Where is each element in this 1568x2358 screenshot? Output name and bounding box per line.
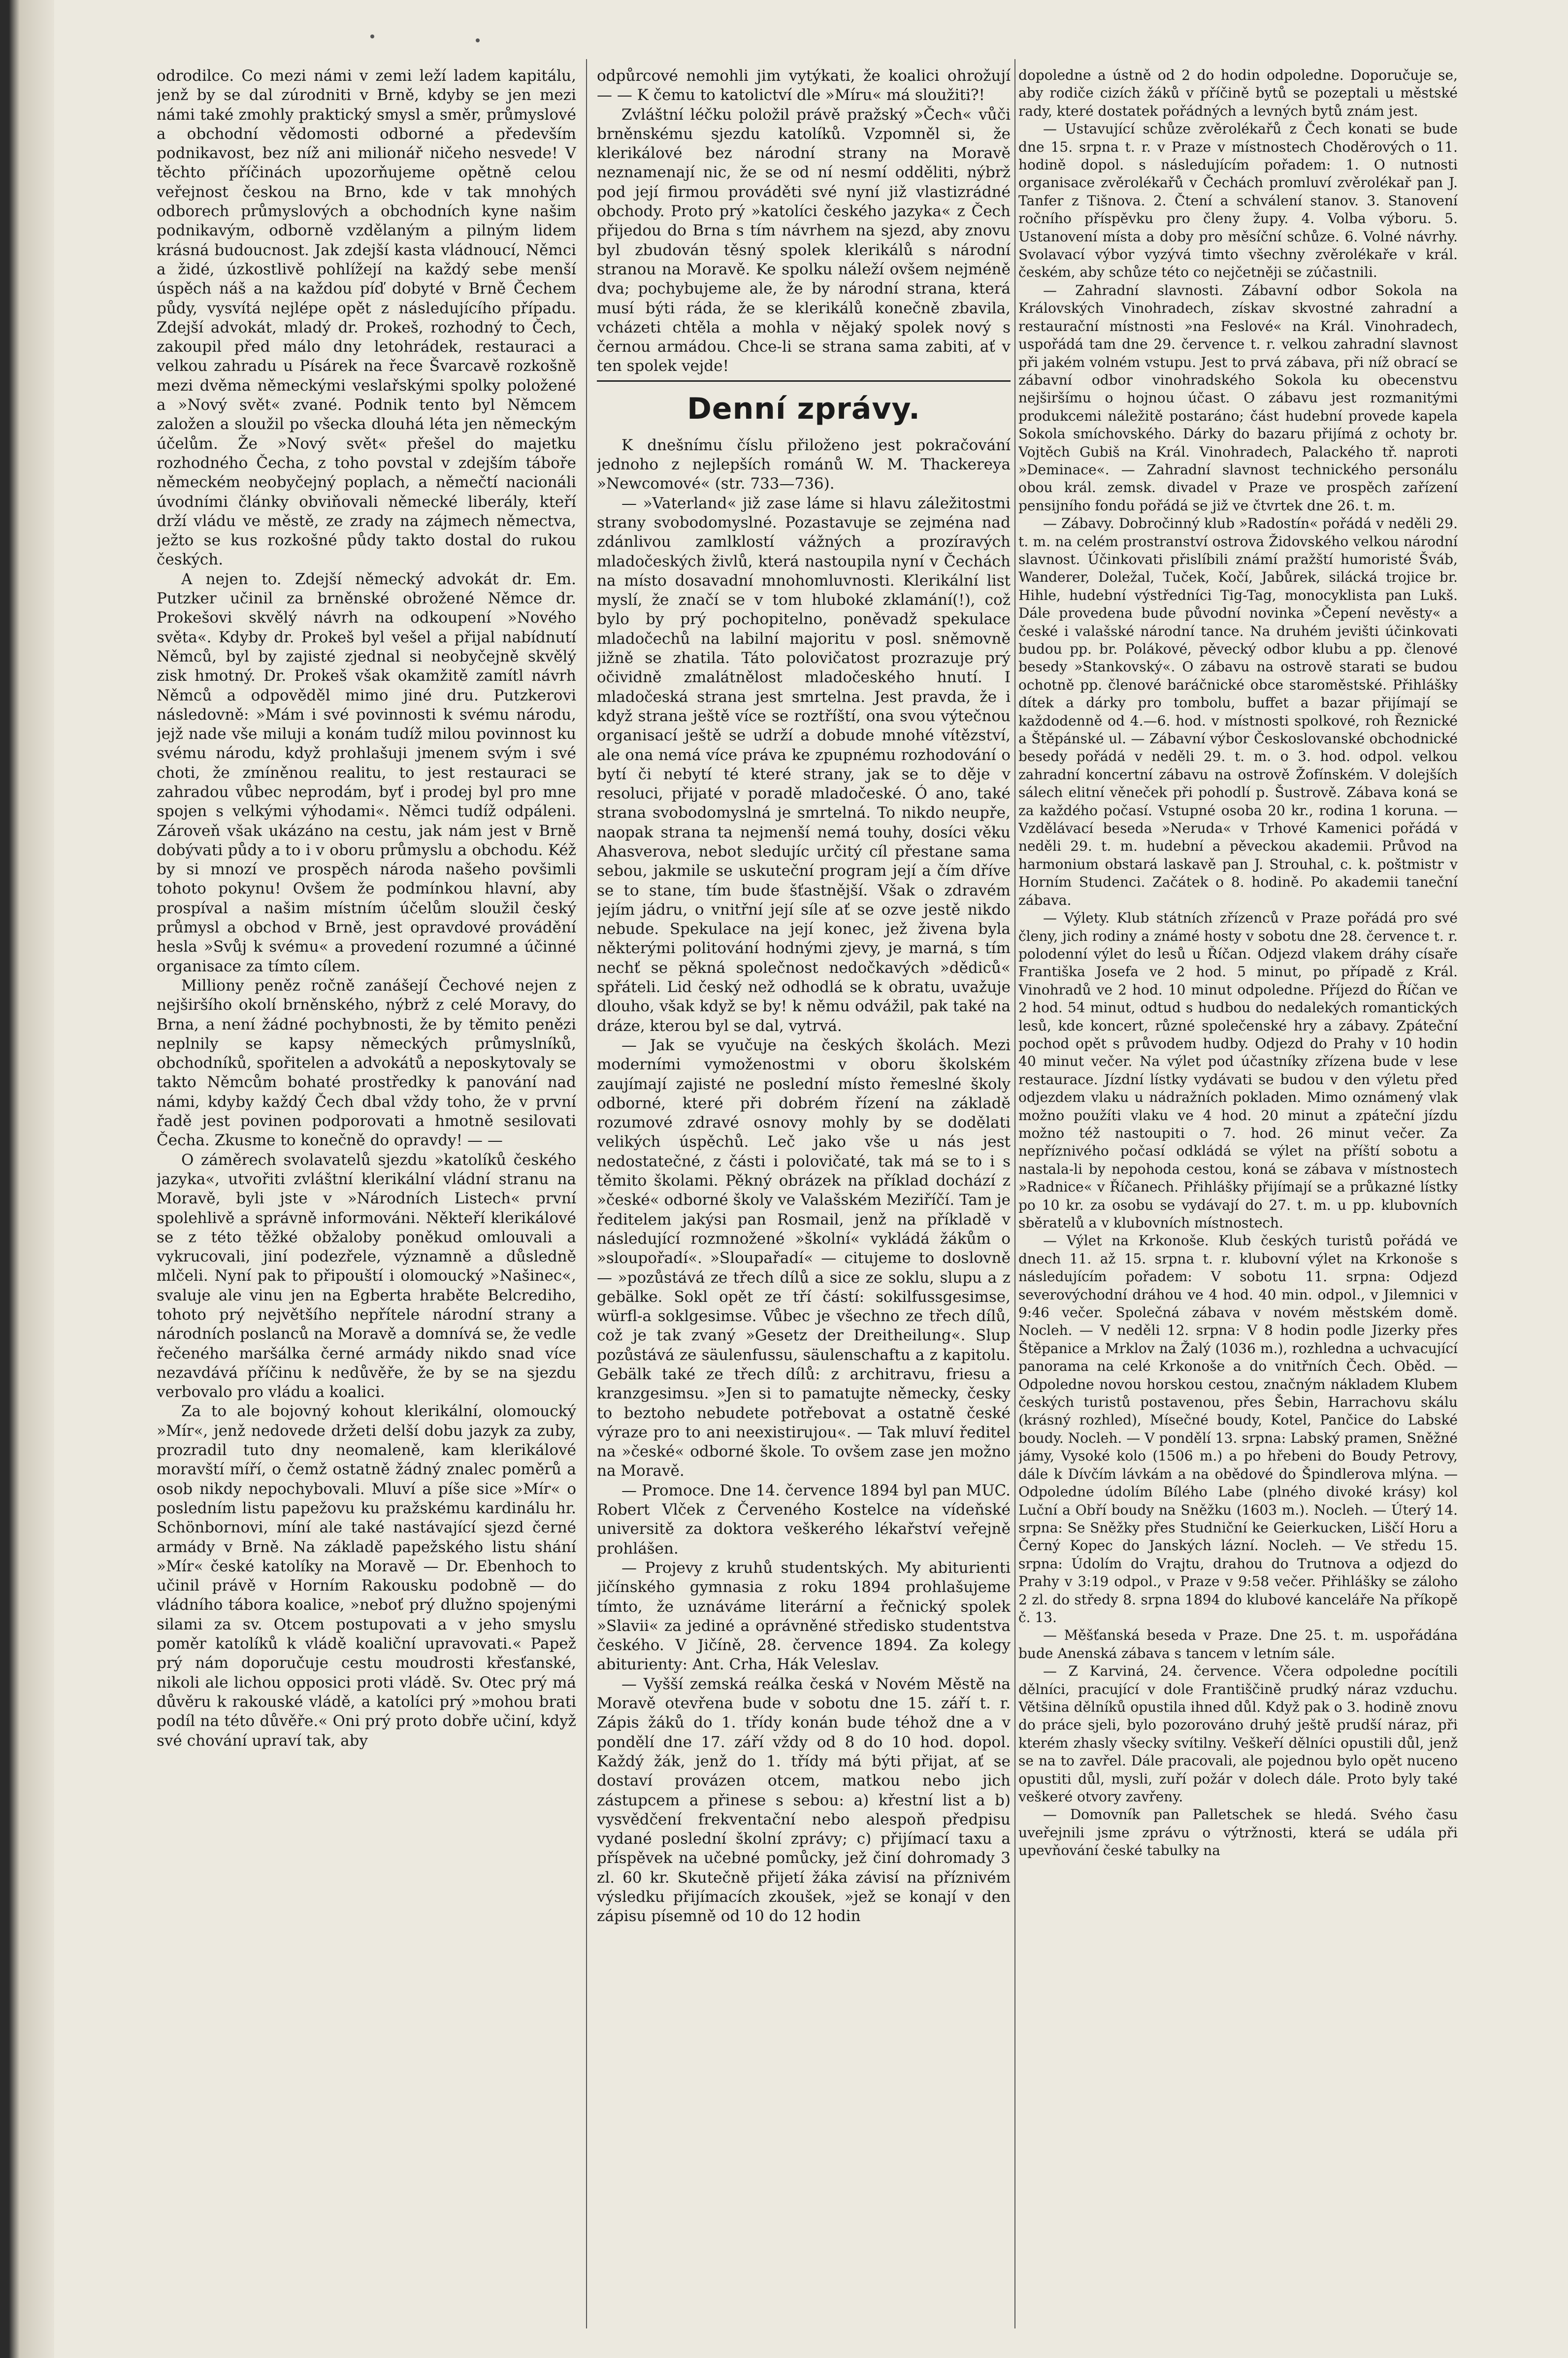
news-item: — Jak se vyučuje na českých školách. Mezi moderními vymoženostmi v oboru školském zaujímají zajisté ne poslední místo řemeslné školy odborné, které při dobrém řízení na základě rozumové zdravé osnovy mohly by se dodělati velikých úspěchů. Leč jako vše u nás jest nedostatečné, z části i polovičaté, tak má se to i s těmito školami. Pěkný obrázek na příklad dochází z »české« odborné školy ve Valašském Meziříčí. Tam je ředitelem jakýsi pan Rosmail, jenž na příkladě v následující rozmnožené »školní« vykládá žákům o »sloupořadí«. »Sloupařadí« — citujeme to doslovně — »pozůstává ze třech dílů a sice ze soklu, slupu a z gebälke. Sokl opět ze tří částí: sokilfussgesimse, würfl-a soklgesimse. Vůbec je všechno ze třech dílů, což je tak zvaný »Gesetz der Dreitheilung«. Slup pozůstává ze säulenfussu, säulenschaftu a z kapitolu. Gebälk také ze třech dílů: z architravu, friesu a kranzgesimsu. »Jen si to pamatujte německy, česky to beztoho nebudete potřebovat a ostatně české výraze pro to ani neexistirujou«. — Tak mluví ředitel na »české« odborné škole. To ovšem zase jen možno na Moravě. [597,1036,1011,1480]
news-item: — Domovník pan Palletschek se hledá. Svého času uveřejnili jsme zprávu o výtržnosti, která se udála při upevňování české tabulky na [1018,1806,1458,1859]
paragraph: Milliony peněz ročně zanášejí Čechové nejen z nejširšího okolí brněnského, nýbrž z celé Moravy, do Brna, a není žádné pochybnosti, že by těmito penězi neplnily se kapsy německých průmyslníků, obchodníků, spořitelen a advokátů a neposkytovaly se takto Němcům bohaté prostředky k panování nad námi, kdyby každý Čech dbal vždy toho, že v první řadě jest povinen podporovati a hmotně sesilovati Čecha. Zkusme to konečně do opravdy! — — [157,976,576,1150]
news-item: — Měšťanská beseda v Praze. Dne 25. t. m. uspořádána bude Anenská zábava s tancem v letním sále. [1018,1627,1458,1661]
news-item: — Zahradní slavnosti. Zábavní odbor Sokola na Královských Vinohradech, získav skvostné zahradní a restaurační místnosti »na Feslové« na Král. Vinohradech, uspořádá tam dne 29. července t. r. velkou zahradní slavnost při jakém volném vstupu. Jest to prvá zábava, při níž obrací se zábavní odbor vinohradského Sokola ku obecenstvu nejširšímu o hojnou účast. O zábavu jest rozmanitými produkcemi náležitě postaráno; část hudební provede kapela Sokola smíchovského. Dárky do bazaru přijímá z ochoty br. Vojtěch Gubiš na Král. Vinohradech, Palackého tř. naproti »Deminace«. — Zahradní slavnost technického personálu obou král. zemsk. divadel v Praze ve prospěch zařízení pensijního fondu pořádá se již ve čtvrtek dne 26. t. m. [1018,282,1458,514]
paragraph: odrodilce. Co mezi námi v zemi leží ladem kapitálu, jenž by se dal zúrodniti v Brně, kdyby se jen mezi námi také zmohly praktický smysl a směr, průmyslové a obchodní vědomosti odborné a především podnikavost, bez níž ani milionář ničeho nesvede! V těchto příčinách upozorňujeme opětně celou veřejnost českou na Brno, kde v tak mnohých odborech průmyslových a obchodních kyne našim podnikavým, odborně vzdělaným a pilným lidem krásná budoucnost. Jak zdejší kasta vládnoucí, Němci a židé, úzkostlivě pohlížejí na každý sebe menší úspěch náš a na každou píď dobyté v Brně Čechem půdy, vysvítá nejlépe opět z následujícího případu. Zdejší advokát, mladý dr. Prokeš, rozhodný to Čech, zakoupil před málo dny letohrádek, restauraci a velkou zahradu u Písárek na řece Švarcavě rozkošně mezi dvěma německými veslařskými spolky položené a »Nový svět« zvané. Podnik tento byl Němcem založen a sloužil po všecka dlouhá léta jen německým účelům. Že »Nový svět« přešel do majetku rozhodného Čecha, z toho povstal v zdejším táboře německém neobyčejný poplach, a němečtí nacionáli úvodními články obviňovali německé liberály, kteří drží vládu ve městě, ze zrady na zájmech němectva, ježto se kus rozkošné půdy takto dostal do rukou českých. [157,67,576,569]
news-item: — »Vaterland« již zase láme si hlavu záležitostmi strany svobodomyslné. Pozastavuje se zejména nad zdánlivou zamlklostí vážných a prozíravých mladočeských živlů, která nastoupila nyní v Čechách na místo dosavadní mnohomluvnosti. Klerikální list myslí, že značí se v tom hluboké zklamání(!), což bylo by prý pochopitelno, poněvadž spekulace mladočechů na labilní majoritu v posl. sněmovně jižně se zhatila. Táto polovičatost prozrazuje prý očividně zmalátnělost mladočeského hnutí. I mladočeská strana jest smrtelna. Jest pravda, že i když strana ještě více se roztříští, ona svou výtečnou organisací ještě se udrží a dobude mnohé vítězství, ale ona nemá více práva ke zpupnému rozhodování o bytí či nebytí té které strany, jak se to děje v resoluci, přijaté v poradě mladočeské. Ó ano, také strana svobodomyslná je smrtelná. To nikdo neupře, naopak strana ta nejmenší nemá touhy, dosíci věku Ahasverova, nebot sledujíc určitý cíl přestane sama sebou, jakmile se uskuteční program její a čím dříve se to stane, tím bude šťastnější. Však o zdravém jejím jádru, o vnitřní její síle ať se ozve jestě nikdo nebude. Spekulace na její konec, jež živena byla některými politování hodnými zjevy, je marná, s tím nechť se pěkná společnost nedočkavých »dědiců« spřáteli. Lid český než odhodlá se k obratu, uvažuje dlouho, však když se by! k němu odvážil, pak také na dráze, kterou byl se dal, vytrvá. [597,494,1011,1035]
page-binding-edge [0,0,54,2358]
column-3 [1018,66,1458,2328]
section-headline: Denní zprávy. [687,391,920,426]
news-item: — Vyšší zemská reálka česká v Novém Městě na Moravě otevřena bude v sobotu dne 15. září t. r. Zápis žáků do 1. třídy konán bude téhož dne a v pondělí dne 17. září vždy od 8 do 10 hod. dopol. Každý žák, jenž do 1. třídy má býti přijat, ať se dostaví provázen otcem, matkou nebo jich zástupcem a přinese s sebou: a) křestní list a b) vysvědčení frekventační nebo alespoň předpisu vydané poslední školní zprávy; c) přijímací taxu a příspěvek na učebné pomůcky, jež činí dohromady 3 zl. 60 kr. Skutečně přijetí žáka závisí na příznivém výsledku přijímacích zkoušek, »jež se konají v den zápisu písemně od 10 do 12 hodin [597,1675,1011,1926]
print-mark [370,34,374,38]
news-item: — Výlety. Klub státních zřízenců v Praze pořádá pro své členy, jich rodiny a známé hosty v sobotu dne 28. července t. r. polodenní výlet do lesů u Říčan. Odjezd vlakem dráhy císaře Františka Josefa ve 2 hod. 5 minut, po případě z Král. Vinohradů ve 2 hod. 10 minut odpoledne. Příjezd do Říčan ve 2 hod. 54 minut, odtud s hudbou do nedalekých romantických lesů, kde koncert, různé společenské hry a zábavy. Zpáteční pochod opět s průvodem hudby. Odjezd do Prahy v 10 hodin 40 minut večer. Na výlet pod účastníky zřízena bude v lese restaurace. Jízdní lístky vydávati se budou v den výletu před odjezdem vlaku u nádražních pokladen. Mimo oznámený vlak možno použíti vlaku ve 4 hod. 20 minut a zpáteční jízdu možno též nastoupiti o 7. hod. 26 minut večer. Za nepříznivého počasí odkládá se výlet na příští sobotu a nastala-li by nepohoda cestou, koná se zábava v místnostech »Radnice« v Říčanech. Přihlášky přijímají se a průkazné lístky po 10 kr. za osobu se vydávají do 27. t. m. u pp. klubovních sběratelů a v klubovních místnostech. [1018,910,1458,1231]
column-rule [586,59,587,2328]
news-item: — Výlet na Krkonoše. Klub českých turistů pořádá ve dnech 11. až 15. srpna t. r. klubovní výlet na Krkonoše s následujícím pořadem: V sobotu 11. srpna: Odjezd severovýchodní dráhou ve 4 hod. 40 min. odpol., v Jilemnici v 9:46 večer. Společná zábava v novém městském domě. Nocleh. — V neděli 12. srpna: V 8 hodin podle Jizerky přes Štěpanice a Mrklov na Žalý (1036 m.), rozhledna a uchvacující panorama na celé Krkonoše a do vnitřních Čech. Oběd. — Odpoledne novou horskou cestou, značným nákladem Klubem českých turistů postavenou, přes Šebin, Harrachovu skálu (krásný rozhled), Mísečné boudy, Kotel, Pančice do Labské boudy. Nocleh. — V pondělí 13. srpna: Labský pramen, Sněžné jámy, Vysoké kolo (1506 m.) a po hřebeni do Boudy Petrovy, dále k Dívčím lávkám a na obědové do Špindlerova mlýna. — Odpoledne údolím Bílého Labe (plného divoké krásy) kol Luční a Obří boudy na Sněžku (1603 m.). Nocleh. — Úterý 14. srpna: Se Sněžky přes Studniční ke Geierkucken, Liščí Horu a Černý Kopec do Janských lázní. Nocleh. — Ve středu 15. srpna: Údolím do Vrajtu, drahou do Trutnova a odjezd do Prahy v 3:19 odpol., v Praze v 9:58 večer. Přihlášky se záloho 2 zl. do středy 8. srpna 1894 do klubové kanceláře Na příkopě č. 13. [1018,1232,1458,1626]
column-rule [1014,59,1015,2328]
news-item: — Ustavující schůze zvěrolékařů z Čech konati se bude dne 15. srpna t. r. v Praze v místnostech Choděrových o 11. hodině dopol. s následujícím pořadem: 1. O nutnosti organisace zvěrolékařů v Čechách promluví zvěrolékař pan J. Tanfer z Tišnova. 2. Čtení a schválení stanov. 3. Stanovení ročního příspěvku pro členy župy. 4. Volba výboru. 5. Ustanovení místa a doby pro měsíční schůze. 6. Volné návrhy. Svolavací výbor vyzývá timto všechny zvěrolékaře v král. českém, aby schůze této co nejčetněji se zúčastnili. [1018,121,1458,281]
news-item: — Z Karviná, 24. července. Včera odpoledne pocítili dělníci, pracující v dole Františčině prudký náraz vzduchu. Většina dělníků opustila ihned důl. Když pak o 3. hodině znovu do práce sjeli, bylo pozorováno druhý ještě prudší náraz, při kterém zhasly všecky svítilny. Veškeří dělníci opustili důl, jenž se na to zavřel. Dále pracovali, ale pojednou bylo opět nuceno opustiti důl, mysli, zuří požár v dolech dále. Proto byly také veškeré otvory zavřeny. [1018,1663,1458,1805]
news-item: dopoledne a ústně od 2 do hodin odpoledne. Doporučuje se, aby rodiče cizích žáků v příčině bytů se pozeptali u městské rady, které dostatek pořádných a levných bytů znám jest. [1018,67,1458,119]
paragraph: odpůrcové nemohli jim vytýkati, že koalici ohrožují — — K čemu to katolictví dle »Míru« má sloužiti?! [597,67,1011,104]
column-1 [157,66,576,2328]
column-2 [597,66,1011,2328]
paragraph: A nejen to. Zdejší německý advokát dr. Em. Putzker učinil za brněnské obrožené Němce dr. Prokešovi skvělý návrh na odkoupení »Nového světa«. Kdyby dr. Prokeš byl vešel a přijal nabídnutí Němců, byl by zajisté zjednal si neobyčejně skvělý zisk hmotný. Dr. Prokeš však okamžitě zamítl návrh Němců a odpověděl mimo jiné dru. Putzkerovi následovně: »Mám i své povinnosti k svému národu, jejž nade vše miluji a konám tudíž milou povinnost ku svému národu, když prohlašuji jmenem svým i své choti, že zmíněnou realitu, to jest restauraci se zahradou vůbec neprodám, byť i prodej byl pro mne spojen s velkými výhodami«. Němci tudíž odpáleni. Zároveň však ukázáno na cestu, jak nám jest v Brně dobývati půdy a to i v oboru průmyslu a obchodu. Kéž by si mnozí ve prospěch národa našeho povšimli tohoto pokynu! Ovšem že podmínkou hlavní, aby prospíval a našim místním účelům sloužil český průmysl a obchod v Brně, jest opravdové provádění hesla »Svůj k svému« a provedení rozumné a účinné organisace za tímto cílem. [157,570,576,975]
paragraph: O záměrech svolavatelů sjezdu »katolíků českého jazyka«, utvořiti zvláštní klerikální vládní stranu na Moravě, byli jste v »Národních Listech« první spolehlivě a správně informováni. Někteří klerikálové se z této těžké obžaloby poněkud omlouvali a vykrucovali, jiní podezřele, významně a důsledně mlčeli. Nyní pak to připouští i olomoucký »Našinec«, svaluje ale vinu jen na Egberta hraběte Belcrediho, tohoto prý největšího nepřítele národní strany a národních poslanců na Moravě a domnívá se, že vedle řečeného maršálka černé armády nikdo snad více nezavdává příčinu k nedůvěře, že by se na sjezdu verbovalo pro vládu a koalici. [157,1151,576,1401]
paragraph: Za to ale bojovný kohout klerikální, olomoucký »Mír«, jenž nedovede držeti delší dobu jazyk za zuby, prozradil tuto dny neomaleně, kam klerikálové moravští míří, o čemž ostatně žádný znalec poměrů a osob nikdy nepochybovali. Mluví a píše sice »Mír« o posledním listu papežovu ku pražskému kardinálu hr. Schönbornovi, míní ale také nastávající sjezd černé armády v Brně. Na základě papežského listu shání »Mír« české katolíky na Moravě — Dr. Ebenhoch to učinil právě v Horním Rakousku podobně — do vládního tábora koalice, »neboť prý dlužno spojenými silami za sv. Otcem postupovati a v jeho smyslu poměr katolíků k vládě koaliční upravovati.« Papež prý nám doporučuje cestu moudrosti křesťanské, nikoli ale lichou opposici proti vládě. Sv. Otec prý má důvěru k rakouské vládě, a katolíci prý »mohou brati podíl na této důvěře.« Oni prý proto dobře učiní, když své chování upraví tak, aby [157,1402,576,1750]
print-mark [476,38,480,42]
section-divider [597,380,1011,382]
news-item: K dnešnímu číslu přiloženo jest pokračování jednoho z nejlepších románů W. M. Thackereya »Newcomové« (str. 733—736). [597,436,1011,493]
paragraph: Zvláštní léčku položil právě pražský »Čech« vůči brněnskému sjezdu katolíků. Vzpomněl si, že klerikálové bez národní strany na Moravě neznamenají nic, že se od ní nesmí odděliti, nýbrž pod její firmou prováděti své nyní již vlastizrádné obchody. Proto prý »katolíci českého jazyka« z Čech přijedou do Brna s tím návrhem na sjezd, aby znovu byl zbudován těsný spolek klerikálů s národní stranou na Moravě. Ke spolku náleží ovšem nejméně dva; pochybujeme ale, že by národní strana, která musí býti ráda, že se klerikálů konečně zbavila, vcházeti chtěla a mohla v nějaký spolek nový s černou armádou. Chce-li se strana sama zabiti, ať v ten spolek vejde! [597,105,1011,375]
news-item: — Projevy z kruhů studentských. My abiturienti jičínského gymnasia z roku 1894 prohlašujeme tímto, že uznáváme literární a řečnický spolek »Slavii« za jediné a oprávněné středisko studentstva českého. V Jičíně, 28. července 1894. Za kolegy abiturienty: Ant. Crha, Hák Veleslav. [597,1559,1011,1674]
news-item: — Promoce. Dne 14. července 1894 byl pan MUC. Robert Vlček z Červeného Kostelce na vídeňské universitě za doktora veškerého lékařství veřejně prohlášen. [597,1481,1011,1558]
news-item: — Zábavy. Dobročinný klub »Radostín« pořádá v neděli 29. t. m. na celém prostranství ostrova Židovského velkou národní slavnost. Účinkovati přislíbili známí pražští humoristé Šváb, Wanderer, Doležal, Tuček, Kočí, Jabůrek, silácká trojice br. Hihle, hudební výstředníci Tig-Tag, monocyklista pan Lukš. Dále provedena bude původní novinka »Čepení nevěsty« a české i valašské národní tance. Na druhém jevišti účinkovati budou pp. br. Polákové, pěvecký odbor klubu a pp. členové besedy »Stankovský«. O zábavu na ostrově starati se budou ochotně pp. členové baráčnické obce staroměstské. Přihlášky dítek a dárky pro tombolu, buffet a bazar přijímají se každodenně od 4.—6. hod. v místnosti spolkové, roh Řeznické a Štěpánské ul. — Zábavní výbor Českoslovanské obchodnické besedy pořádá v neděli 29. t. m. o 3. hod. odpol. velkou zahradní koncertní zábavu na ostrově Žofínském. V dolejších sálech elitní věneček při pohodlí p. Šustrově. Zábava koná se za každého počasí. Vstupné osoba 20 kr., rodina 1 koruna. — Vzdělávací beseda »Neruda« v Trhové Kamenici pořádá v neděli 29. t. m. hudební a pěveckou akademii. Průvod na harmonium obstará laskavě pan J. Strouhal, c. k. poštmistr v Horním Studenci. Začátek o 8. hodině. Po akademii taneční zábava. [1018,515,1458,908]
